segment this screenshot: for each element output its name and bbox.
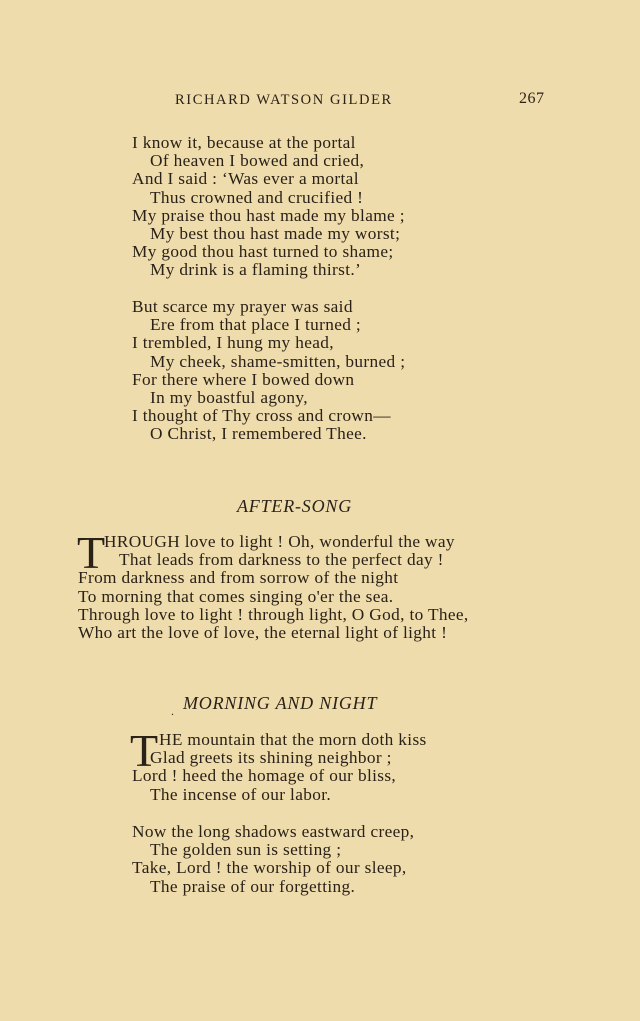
verse-line: Through love to light ! through light, O God, to Thee, (78, 604, 469, 624)
verse-line: My cheek, shame-smitten, burned ; (150, 351, 406, 371)
poem1-stanza1 (132, 134, 405, 280)
morning-and-night-stanza2 (132, 823, 414, 896)
verse-line: O Christ, I remembered Thee. (150, 424, 367, 444)
morning-and-night-title: MORNING AND NIGHT (183, 693, 378, 713)
verse-line: The golden sun is setting ; (150, 840, 342, 860)
after-song-title: AFTER-SONG (237, 496, 352, 516)
verse-line: I thought of Thy cross and crown— (132, 406, 391, 426)
verse-line: My drink is a flaming thirst.’ (150, 260, 362, 280)
verse-line: HROUGH love to light ! Oh, wonderful the way (104, 532, 455, 551)
verse-line: From darkness and from sorrow of the night (78, 568, 399, 588)
verse-line: Now the long shadows eastward creep, (132, 822, 415, 841)
verse-line: The incense of our labor. (150, 784, 332, 804)
verse-line: HE mountain that the morn doth kiss (159, 730, 427, 749)
verse-line: Lord ! heed the homage of our bliss, (132, 766, 397, 786)
verse-line: My praise thou hast made my blame ; (132, 205, 405, 225)
after-song-stanza (77, 527, 469, 643)
verse-line: My good thou hast turned to shame; (132, 242, 394, 262)
verse-line: My best thou hast made my worst; (150, 224, 401, 244)
verse-line: Of heaven I bowed and cried, (150, 151, 365, 171)
page-number: 267 (519, 90, 545, 107)
verse-line: I trembled, I hung my head, (132, 333, 334, 353)
running-head: RICHARD WATSON GILDER (175, 92, 393, 108)
verse-line: The praise of our forgetting. (150, 876, 356, 896)
verse-line: For there where I bowed down (132, 369, 355, 389)
after-song-dropcap: T (77, 527, 106, 578)
verse-line: To morning that comes singing o'er the sea. (78, 586, 394, 606)
morning-and-night-dropcap: T (130, 725, 159, 776)
poem1-stanza2 (132, 298, 405, 444)
verse-line: But scarce my prayer was said (132, 297, 353, 316)
printer-mark: . (171, 704, 174, 718)
verse-line: Thus crowned and crucified ! (150, 187, 364, 207)
verse-line: Ere from that place I turned ; (150, 315, 362, 335)
verse-line: And I said : ‘Was ever a mortal (132, 169, 359, 189)
verse-line: Take, Lord ! the worship of our sleep, (132, 858, 407, 878)
verse-line: I know it, because at the portal (132, 133, 356, 152)
verse-line: That leads from darkness to the perfect day ! (119, 550, 444, 570)
morning-and-night-stanza1 (130, 725, 427, 804)
verse-line: Who art the love of love, the eternal light of light ! (78, 623, 448, 643)
verse-line: In my boastful agony, (150, 388, 308, 408)
verse-line: Glad greets its shining neighbor ; (150, 748, 392, 768)
